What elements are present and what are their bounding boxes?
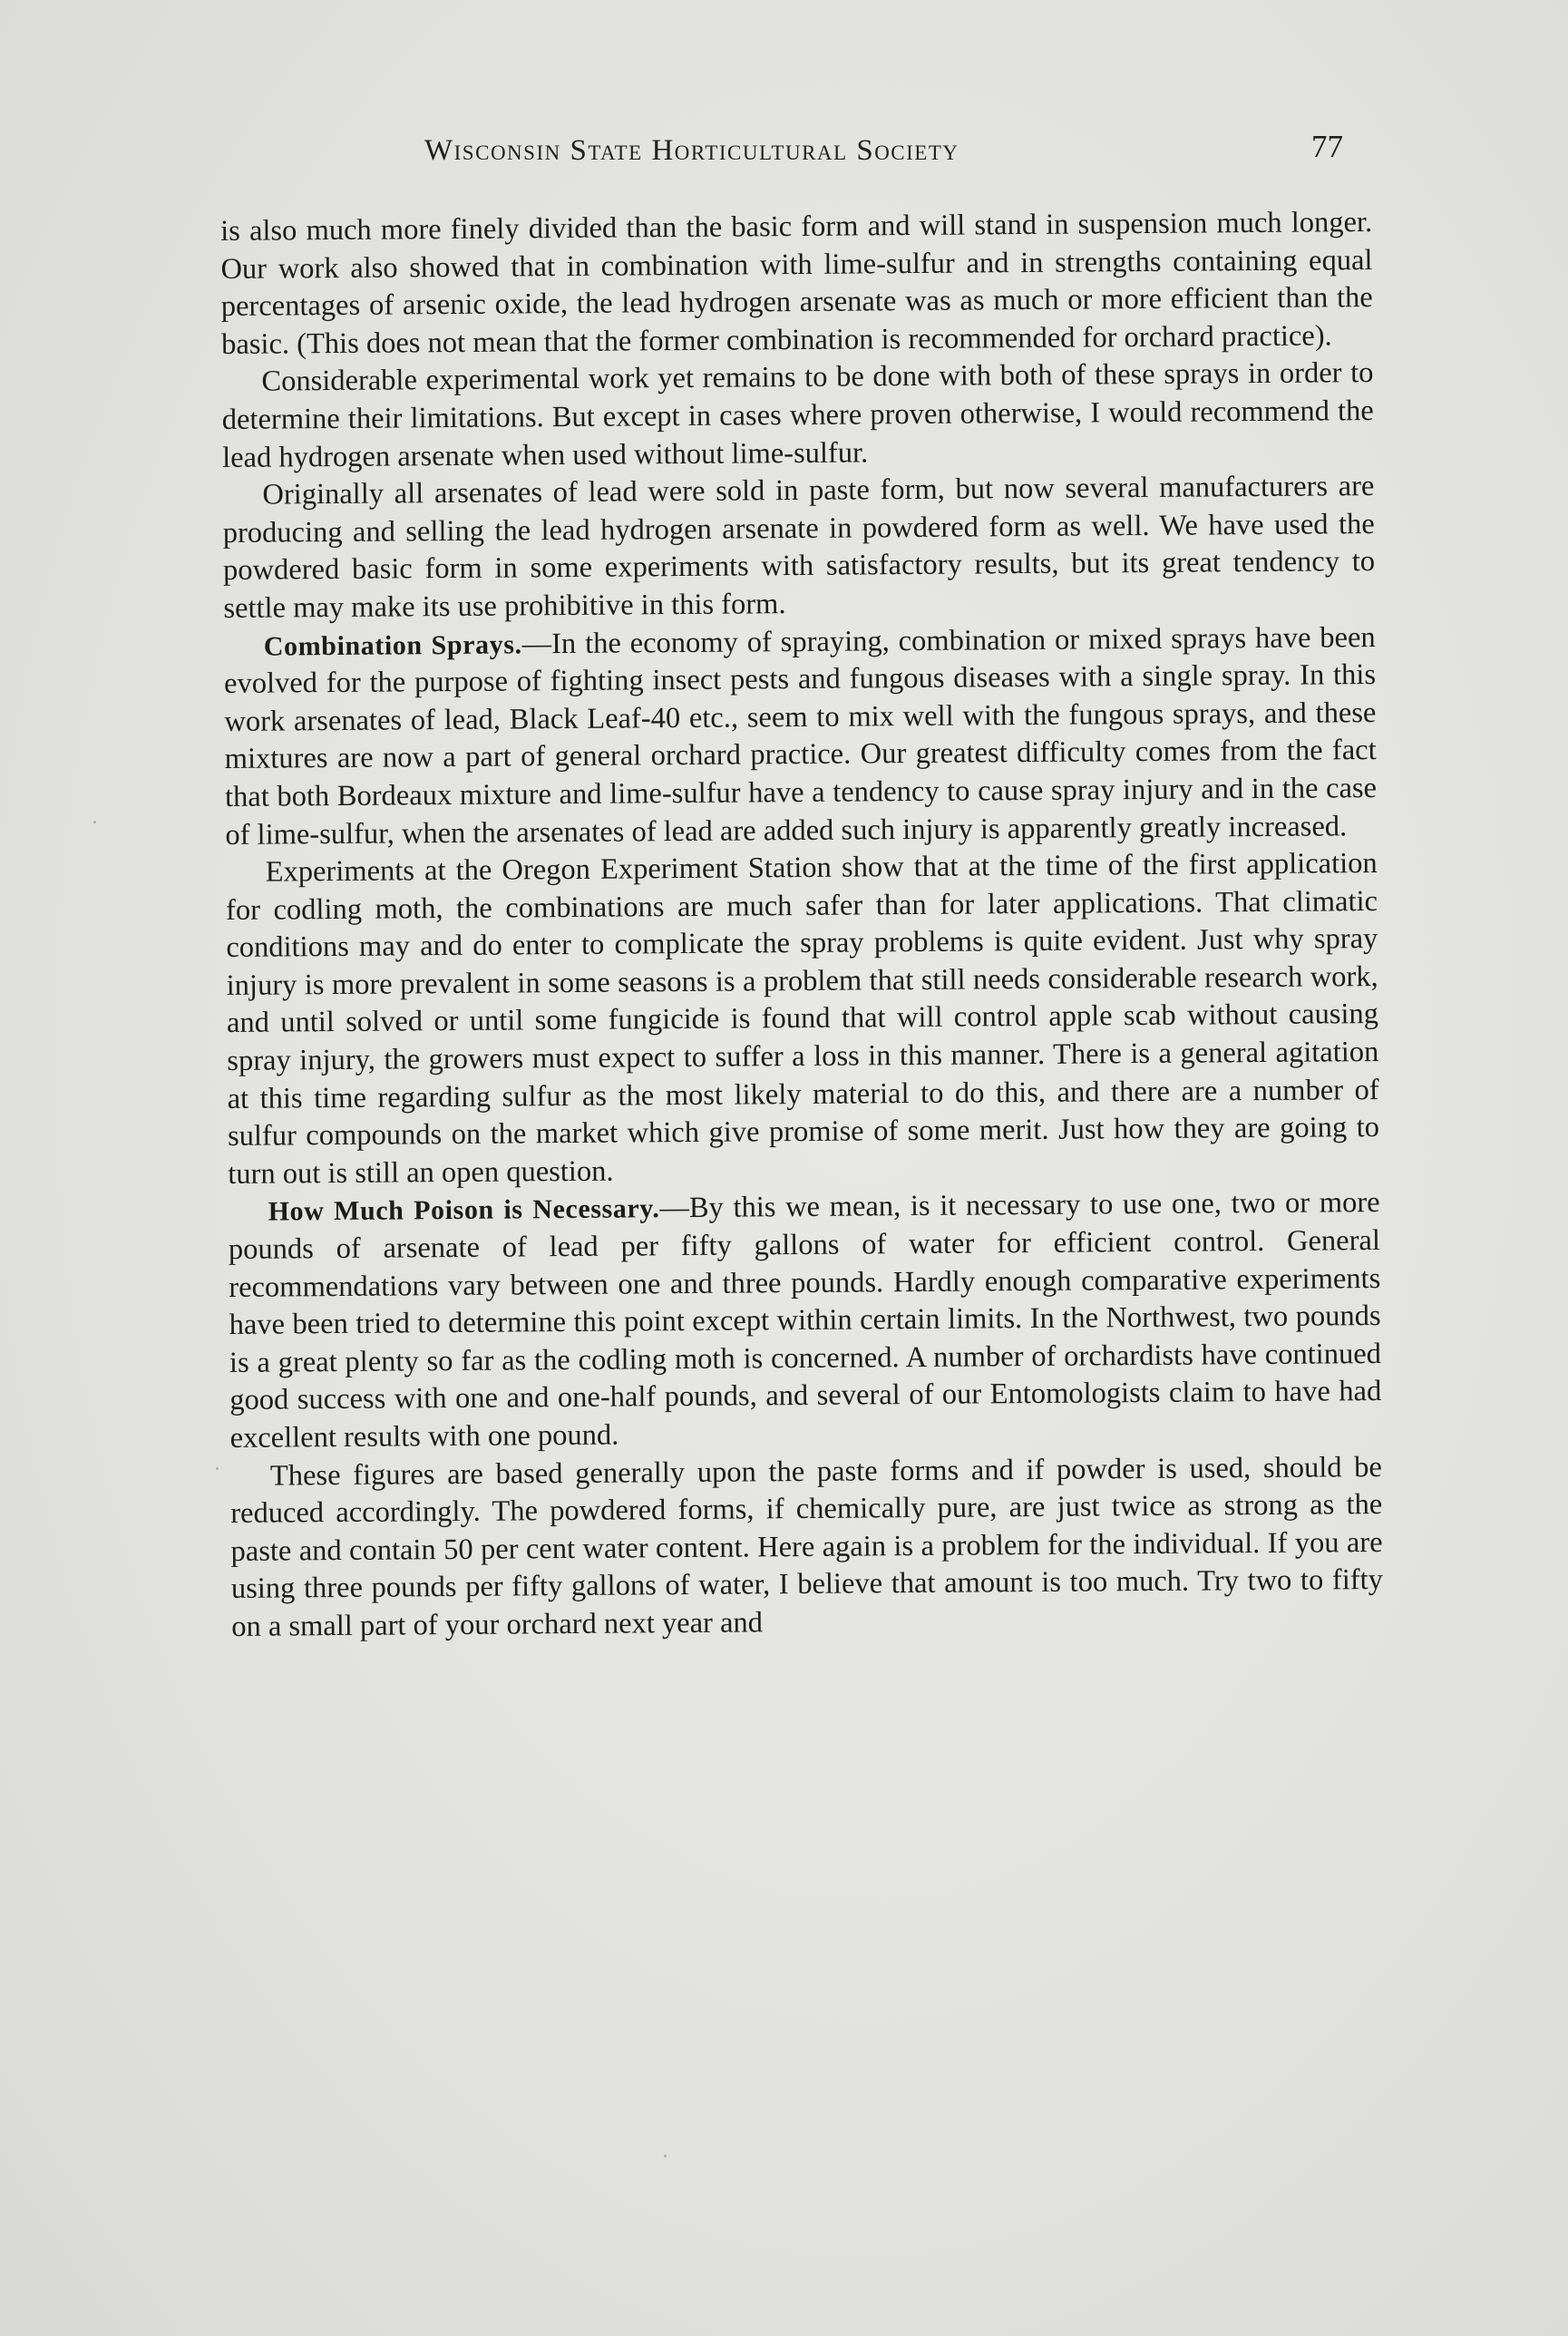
page-number: 77 (1311, 129, 1343, 164)
paper-speck (93, 821, 96, 823)
paragraph-text: —By this we mean, is it necessary to use one, two or more pounds of arsenate of lead per fifty gallons of water for efficient control. General recommendations vary between one and three pounds. Hardly enough comparative experiments have been tried to determine this point except within certain limits. In the Northwest, two pounds is a great plenty so far as the codling moth is concerned. A number of orchardists have continued good success with one and one-half pounds, and several of our Entomologists claim to have had excellent results with one pound. (228, 1186, 1382, 1455)
paragraph-text: is also much more finely divided than the basic form and will stand in suspension much longer. Our work also showed that in combination with lime-sulfur and in strengths containing equal percentages of arsenic oxide, the lead hydrogen arsenate was as much or more efficient than the basic. (This does not mean that the former combination is recommended for orchard practice). (220, 206, 1373, 361)
paragraph-text: —In the economy of spraying, combination or mixed sprays have been evolved for the purpose of fighting insect pests and fungous diseases with a single spray. In this work arsenates of lead, Black Leaf-40 etc., seem to mix well with the fungous sprays, and these mixtures are now a part of general orchard practice. Our greatest difficulty comes from the fact that both Bordeaux mixture and lime-sulfur have a tendency to cause spray injury and in the case of lime-sulfur, when the arsenates of lead are added such injury is apparently greatly increased. (223, 620, 1378, 852)
section-heading: How Much Poison is Necessary. (268, 1193, 660, 1228)
running-head: Wisconsin State Horticultural Society (424, 134, 959, 167)
paragraph-text: Considerable experimental work yet remains to be done with both of these sprays in order to determine their limitations. But except in cases where proven otherwise, I would recommend the lead hydrogen arsenate when used without lime-sulfur. (221, 356, 1374, 474)
paragraph (226, 845, 1380, 1193)
paragraph (230, 1449, 1384, 1647)
paragraph (222, 468, 1375, 628)
paragraph (221, 355, 1374, 477)
paragraph-text: These figures are based generally upon the paste forms and if powder is used, should be reduced accordingly. The powdered forms, if chemically pure, are just twice as strong as the paste and contain 50 per cent water content. Here again is a problem for the individual. If you are using three pounds per fifty gallons of water, I believe that amount is too much. Try two to fifty on a small part of your orchard next year and (230, 1450, 1384, 1643)
paragraph-text: Originally all arsenates of lead were sold in paste form, but now several manufacturers are producing and selling the lead hydrogen arsenate in powdered form as well. We have used the powdered basic form in some experiments with satisfactory results, but its great tendency to settle may make its use prohibitive in this form. (222, 470, 1376, 625)
paper-speck (664, 2155, 667, 2157)
paragraph (220, 204, 1373, 364)
paragraph-text: Experiments at the Oregon Experiment Station show that at the time of the first application for codling moth, the combinations are much safer than for later applications. That climatic conditions may and do enter to complicate the spray problems is quite evident. Just why spray injury is more prevalent in some seasons is a problem that still needs considerable research work, and until solved or until some fungicide is found that will control apple scab without causing spray injury, the growers must expect to suffer a loss in this manner. There is a general agitation at this time regarding sulfur as the most likely material to do this, and there are a number of sulfur compounds on the market which give promise of some merit. Just how they are going to turn out is still an open question. (225, 847, 1380, 1191)
paragraph (224, 619, 1378, 855)
section-heading: Combination Sprays. (263, 628, 522, 662)
paper-speck (216, 1467, 219, 1470)
body-text (220, 204, 1383, 1646)
paragraph (228, 1184, 1381, 1457)
